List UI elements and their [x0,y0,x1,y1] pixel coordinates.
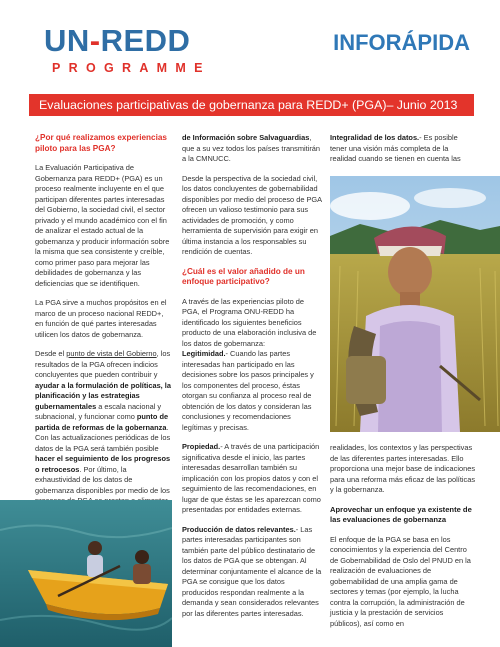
bold-phrase: Legitimidad. [182,349,226,358]
text-run: - A través de una participación significativa desde el inicio, las partes interesadas desarrollan también su implicación con los propios datos y con el seguimiento de las recomendaciones, en lugar de que éstas se les aparezcan como presentadas por entidades externas. [182,442,321,514]
paragraph [330,133,476,165]
column-2 [182,133,322,628]
underlined-phrase: punto de vista del Gobierno [66,349,157,358]
column-1 [35,133,172,517]
paragraph [182,133,322,165]
logo-dash: - [89,23,101,58]
question-heading-1: ¿Por qué realizamos experiencias piloto para las PGA? [35,133,167,153]
paragraph: La Evaluación Participativa de Gobernanza para REDD+ (PGA) es un proceso realmente incluyente en el que participan diferentes partes interesadas del Gobierno, la sociedad civil, el sector privado y el mundo académico con el fin de analizar el estado actual de la gobernanza y producir información sobre la misma que sea consistente y creíble, como primer paso para mejorar las debilidades de gobernanza y las deficiencias que se identifiquen. [35,163,170,288]
bold-phrase: hacer el seguimiento de los progresos o retrocesos [35,454,171,474]
logo-un: UN [44,23,90,58]
paragraph [182,297,322,434]
text-run: A través de las experiencias piloto de PGA, el Programa ONU-REDD ha identificado los siguientes beneficios producto de una elaboración inclusiva de los datos de gobernanza: [182,296,317,348]
paragraph: realidades, los contextos y las perspectivas de las diferentes partes interesadas. Ello proporciona una mejor base de indicaciones para una reforma más eficaz de las políticas y la gobernanza. [330,443,476,494]
logo-programme: PROGRAMME [52,61,211,75]
paragraph: El enfoque de la PGA se basa en los conocimientos y la experiencia del Centro de Gobernabilidad de Oslo del PNUD en la realización de evaluaciones de gobernabilidad de una amplia gama de sectores y temas (por ejemplo, la lucha contra la corrupción, la administración de justicia y la prestación de servicios públicos), así como en [330,534,471,628]
text-run: . Con las actualizaciones periódicas de los datos de la PGA será también posible [35,422,171,453]
section-heading: Aprovechar un enfoque ya existente de las evaluaciones de gobernanza [330,504,472,524]
text-run: Desde el [35,349,67,358]
bold-phrase: punto de partida de reformas de la gobernanza [35,412,169,432]
text-run: - Las partes interesadas participantes son también parte del público destinatario de los datos de PGA que se obtengan. Al determinar conjuntamente el alcance de la PGA se consigue que los datos producidos respondan realmente a la demanda y sean considerados relevantes por las diferentes partes interesadas. [182,524,322,618]
paragraph [182,442,322,516]
question-heading-2: ¿Cuál es el valor añadido de un enfoque participativo? [182,266,305,286]
column-3-bottom [330,443,476,638]
bold-phrase: ayudar a la formulación de políticas, la planificación y las estrategias gubernamentales [35,380,171,411]
text-run: , los resultados de la PGA ofrecen indicios concluyentes que pueden contribuir y [35,349,171,379]
text-run: , que a su vez todos los países transmitirán a la CMNUCC. [182,133,321,163]
bold-phrase: Integralidad de los datos. [330,133,420,142]
paragraph [35,349,172,517]
text-run: - Cuando las partes interesadas han participado en las decisiones sobre los pasos principales y los componentes del proceso, éstas otorgan su confianza al proceso real de obtención de los datos y consideran las conclusiones y recomendaciones legítimas y precisas. [182,349,314,432]
photo-woman-rice-field [330,176,500,432]
paragraph [182,525,322,620]
paragraph: Desde la perspectiva de la sociedad civil, los datos concluyentes de gobernabilidad disponibles por medio del proceso de PGA ofrecen un valioso testimonio para sus actividades de promoción, y como herramienta de supervisión para exigir en última instancia a los responsables su rendición de cuentas. [182,173,322,256]
column-3-top [330,133,476,174]
bold-phrase: Producción de datos relevantes. [182,524,296,534]
logo-title [44,24,190,58]
paragraph: La PGA sirve a muchos propósitos en el marco de un proceso nacional REDD+, en función de qué partes interesadas utilicen los datos de gobernanza. [35,298,167,339]
title-banner: Evaluaciones participativas de gobernanza para REDD+ (PGA)– Junio 2013 [29,94,474,116]
brand-title: INFORÁPIDA [333,30,470,55]
bold-phrase: Propiedad. [182,442,221,451]
bold-phrase: de Información sobre Salvaguardias [182,133,310,142]
text-run: . Por último, la exhaustividad de los datos de gobernanza disponibles por medio de los [35,464,170,495]
logo-redd: REDD [100,23,191,58]
photo-children-boat [0,500,172,647]
text-run: - Es posible tener una visión más completa de la realidad cuando se tienen en cuenta las [330,133,461,163]
text-run: a escala nacional y subnacional, y funcionar como [35,401,162,421]
